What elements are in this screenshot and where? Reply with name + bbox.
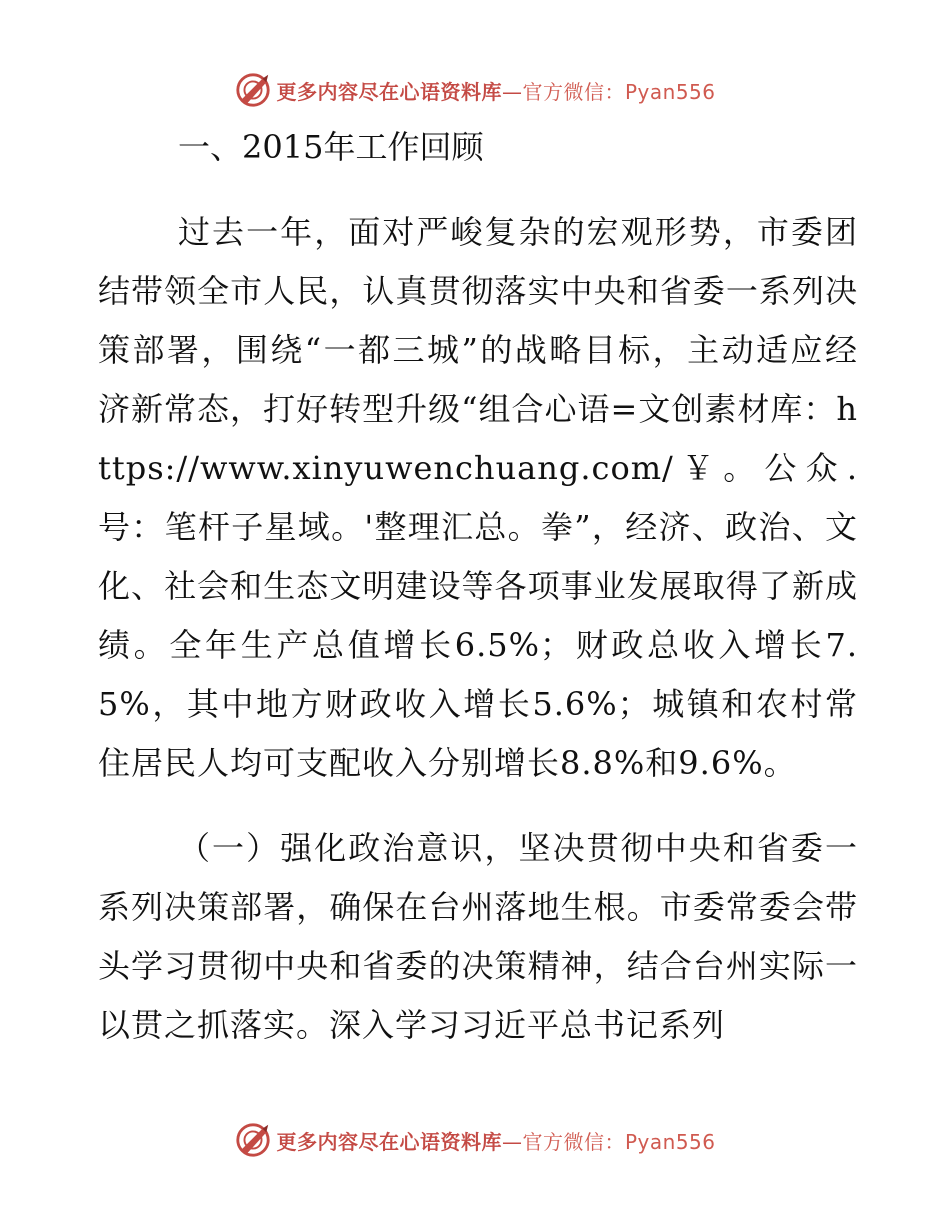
section-heading: 一、2015年工作回顾	[178, 128, 484, 166]
watermark-text	[276, 1126, 715, 1155]
watermark-separator: —	[501, 79, 523, 104]
wechat-label: 官方微信：	[522, 79, 625, 104]
wechat-label: 官方微信：	[522, 1129, 625, 1154]
spacer	[98, 177, 858, 203]
paragraph-political: （一）强化政治意识，坚决贯彻中央和省委一系列决策部署，确保在台州落地生根。市委常委会带头学习贯彻中央和省委的决策精神，结合台州实际一以贯之抓落实。深入学习习近平总书记系列	[98, 829, 858, 1044]
brand-logo-icon	[234, 71, 272, 109]
watermark-slogan: 更多内容尽在心语资料库	[276, 1129, 502, 1154]
watermark-slogan: 更多内容尽在心语资料库	[276, 79, 502, 104]
watermark-text	[276, 76, 715, 105]
watermark-banner-top	[0, 70, 950, 110]
paragraph-review: 过去一年，面对严峻复杂的宏观形势，市委团结带领全市人民，认真贯彻落实中央和省委一系列决策部署，围绕“一都三城”的战略目标，主动适应经济新常态，打好转型升级“组合心语=文创素材库：https://www.xinyuwenchuang.com/￥。公众.号：笔杆子星域。'整理汇总。拳”，经济、政治、文化、社会和生态文明建设等各项事业发展取得了新成绩。全年生产总值增长6.5%；财政总收入增长7.5%，其中地方财政收入增长5.6%；城镇和农村常住居民人均可支配收入分别增长8.8%和9.6%。	[98, 213, 858, 782]
wechat-id: Pyan556	[624, 1129, 716, 1154]
spacer	[98, 793, 858, 819]
watermark-separator: —	[501, 1129, 523, 1154]
wechat-id: Pyan556	[624, 79, 716, 104]
brand-logo-icon	[234, 1121, 272, 1159]
watermark-banner-bottom	[0, 1120, 950, 1160]
document-body	[98, 118, 858, 1055]
